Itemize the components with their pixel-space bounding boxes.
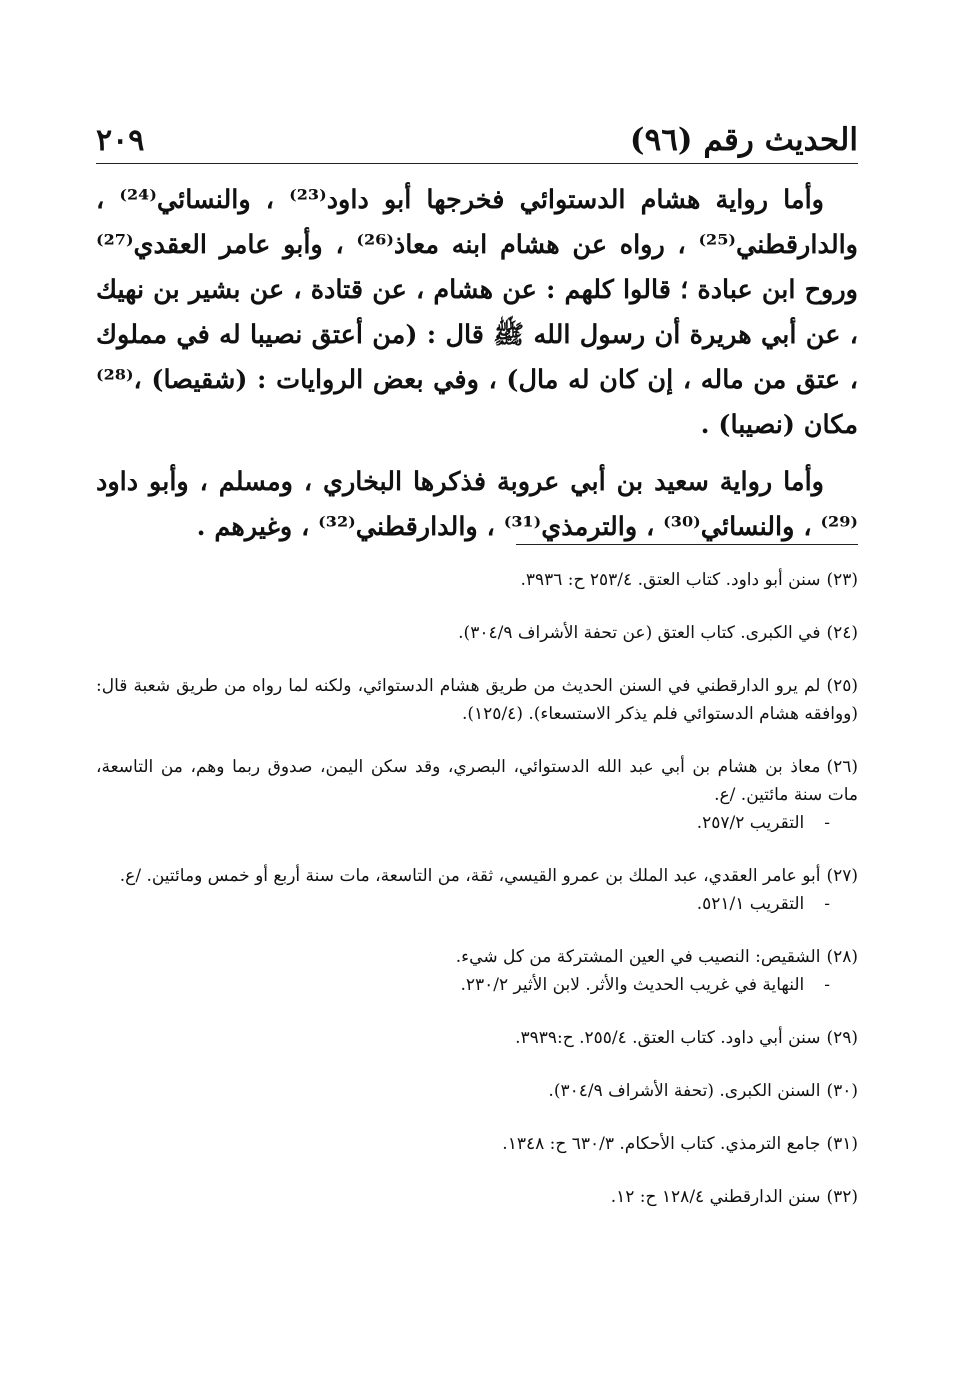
footnotes — [96, 566, 858, 1236]
footnote-number: (٣٢) — [826, 1187, 858, 1207]
footnote-text: معاذ بن هشام بن أبي عبد الله الدستوائي، البصري، وقد سكن اليمن، صدوق ربما وهم، من التاسعة، مات سنة مائتين. /ع. — [96, 757, 858, 805]
footnote — [96, 566, 858, 594]
footnote-reference: التقريب ٢٥٧/٢. — [696, 813, 805, 833]
footnote-text: سنن أبو داود. كتاب العتق. ٢٥٣/٤ ح: ٣٩٣٦. — [520, 570, 821, 590]
footnote-number: (٢٤) — [826, 623, 858, 643]
footnote-number: (٢٧) — [826, 866, 858, 886]
running-title: الحديث رقم (٩٦) — [629, 122, 858, 158]
dash-bullet: - — [824, 813, 830, 833]
footnote — [96, 672, 858, 728]
footnote-number: (٣٠) — [826, 1081, 858, 1101]
main-text — [96, 178, 858, 562]
footnote-number: (٣١) — [826, 1134, 858, 1154]
footnote-number: (٢٣) — [826, 570, 858, 590]
footnote-reference: التقريب ٥٢١/١. — [696, 894, 805, 914]
footnote-number: (٢٨) — [826, 947, 858, 967]
paragraph: وأما رواية هشام الدستوائي فخرجها أبو داود⁽²³⁾ ، والنسائي⁽²⁴⁾ ، والدارقطني⁽²⁵⁾ ، رواه عن هشام ابنه معاذ⁽²⁶⁾ ، وأبو عامر العقدي⁽²⁷⁾ وروح ابن عبادة ؛ قالوا كلهم : عن هشام ، عن قتادة ، عن بشير بن نهيك ، عن أبي هريرة أن رسول الله ﷺ قال : (من أعتق نصيبا له في مملوك ، عتق من ماله ، إن كان له مال) ، وفي بعض الروايات : (شقيصا) ،⁽²⁸⁾ مكان (نصيبا) . — [96, 185, 858, 440]
footnote-reference: النهاية في غريب الحديث والأثر. لابن الأثير ٢٣٠/٢. — [460, 975, 805, 995]
paragraph: وأما رواية سعيد بن أبي عروبة فذكرها البخاري ، ومسلم ، وأبو داود ⁽²⁹⁾ ، والنسائي⁽³⁰⁾ ، والترمذي⁽³¹⁾ ، والدارقطني⁽³²⁾ ، وغيرهم . — [96, 467, 858, 542]
footnote — [96, 753, 858, 837]
footnote-text: لم يرو الدارقطني في السنن الحديث من طريق هشام الدستوائي، ولكنه لما رواه من طريق شعبة قال: (ووافقه هشام الدستوائي فلم يذكر الاستسعاء). (١٢٥/٤). — [96, 676, 858, 724]
footnote — [96, 1024, 858, 1052]
footnote-text: أبو عامر العقدي، عبد الملك بن عمرو القيسي، ثقة، من التاسعة، مات سنة أربع أو خمس ومائتين. /ع. — [119, 866, 821, 886]
footnote-text: في الكبرى. كتاب العتق (عن تحفة الأشراف ٣٠٤/٩). — [458, 623, 821, 643]
footnote-number: (٢٥) — [826, 676, 858, 696]
page-header — [96, 108, 858, 158]
footnote-separator — [516, 544, 858, 545]
footnote-text: سنن أبي داود. كتاب العتق. ٢٥٥/٤. ح:٣٩٣٩. — [515, 1028, 821, 1048]
header-rule — [96, 163, 858, 164]
footnote-number: (٢٦) — [826, 757, 858, 777]
footnote-text: سنن الدارقطني ١٢٨/٤ ح: ١٢. — [610, 1187, 821, 1207]
footnote — [96, 943, 858, 999]
page-number: ٢٠٩ — [96, 123, 145, 158]
footnote — [96, 619, 858, 647]
footnote — [96, 1130, 858, 1158]
dash-bullet: - — [824, 975, 830, 995]
footnote — [96, 1077, 858, 1105]
footnote — [96, 1183, 858, 1211]
footnote-text: جامع الترمذي. كتاب الأحكام. ٦٣٠/٣ ح: ١٣٤٨. — [502, 1134, 821, 1154]
dash-bullet: - — [824, 894, 830, 914]
footnote — [96, 862, 858, 918]
footnote-text: السنن الكبرى. (تحفة الأشراف ٣٠٤/٩). — [548, 1081, 821, 1101]
footnote-text: الشقيص: النصيب في العين المشتركة من كل شيء. — [455, 947, 821, 967]
footnote-number: (٢٩) — [826, 1028, 858, 1048]
